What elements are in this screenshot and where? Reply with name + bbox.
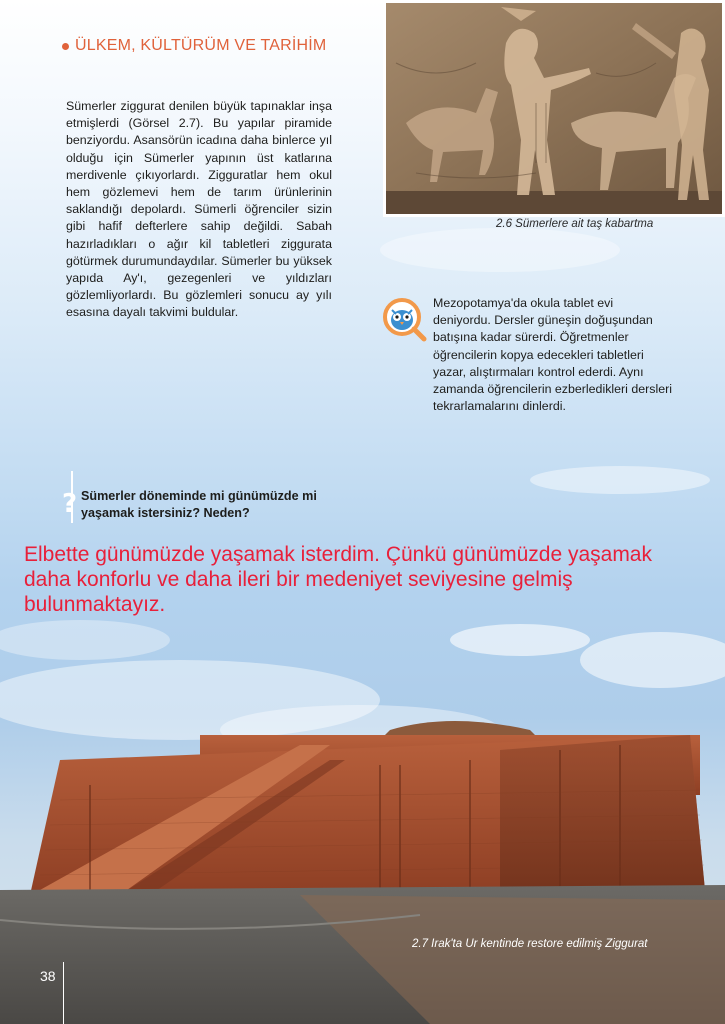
page-number: 38 <box>40 968 56 984</box>
section-title: ÜLKEM, KÜLTÜRÜM VE TARİHİM <box>75 37 327 54</box>
info-box-text: Mezopotamya'da okula tablet evi deniyordu. Dersler güneşin doğuşundan batışına kadar sürerdi. Öğretmenler öğrencilerin kopya edecekleri tabletleri yazar, alıştırmaları kontrol ederdi. Aynı zamanda öğrencilerin ezberledikleri dersleri tekrarlamalarını dinlerdi. <box>433 296 672 414</box>
figure-caption-2-6: 2.6 Sümerlere ait taş kabartma <box>496 218 654 230</box>
bullet-icon <box>62 43 69 50</box>
section-header <box>62 37 326 55</box>
owl-magnifier-icon <box>381 296 427 342</box>
figure-caption-2-7: 2.7 Irak'ta Ur kentinde restore edilmiş Ziggurat <box>412 938 648 950</box>
page-number-divider <box>63 962 64 1024</box>
ziggurat-photo <box>0 690 725 1024</box>
stone-relief-figure <box>383 0 725 217</box>
question-text: Sümerler döneminde mi günümüzde mi yaşamak istersiniz? Neden? <box>81 489 317 520</box>
stone-relief-image <box>386 3 722 214</box>
question-mark-icon: ? <box>62 489 78 519</box>
answer-text: Elbette günümüzde yaşamak isterdim. Çünkü günümüzde yaşamak daha konforlu ve daha ileri bir medeniyet seviyesine gelmiş bulunmaktayız. <box>24 543 652 616</box>
main-paragraph: Sümerler ziggurat denilen büyük tapınaklar inşa etmişlerdi (Görsel 2.7). Bu yapılar piramide benziyordu. Asansörün icadına daha binlerce yıl olduğu için Sümerler yapının üst katlarına merdivenle çıkıyorlardı. Zigguratlar hem okul hem gözlemevi hem de tarım ürünlerinin saklandığı depolardı. Sümerli öğrenciler sizin gibi hafif defterlere sahip değildi. Sabah hazırladıkları o ağır kil tabletleri ziggurata götürmek durumundaydılar. Sümerler bu yüksek yapıda Ay'ı, gezegenleri ve yıldızları gözlemliyorlardı. Bu gözlemleri sonucu ay yılı esasına dayalı takvimi buldular. <box>66 99 332 320</box>
